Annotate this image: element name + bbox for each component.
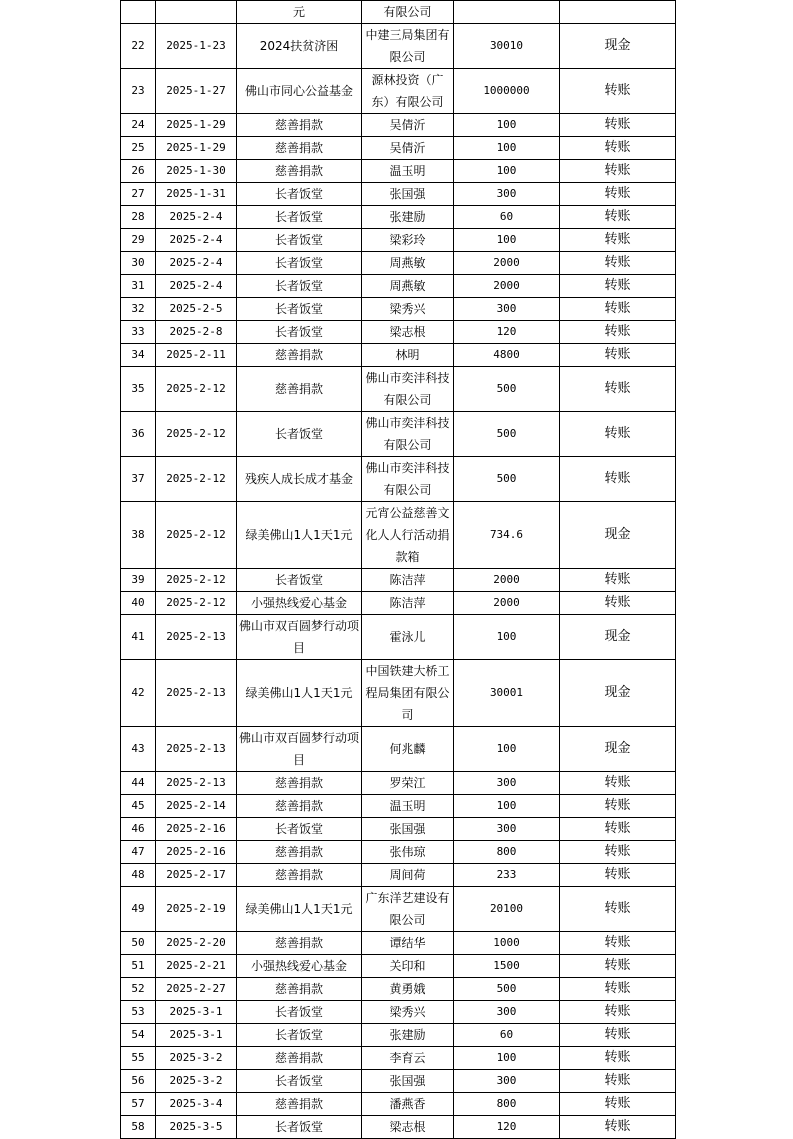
cell-method: 转账 — [560, 569, 676, 592]
cell-no: 28 — [121, 206, 156, 229]
cell-project: 长者饭堂 — [237, 412, 362, 457]
cell-method: 转账 — [560, 137, 676, 160]
cell-no: 30 — [121, 252, 156, 275]
table-row — [121, 183, 676, 206]
cell-donor: 张国强 — [362, 183, 454, 206]
table-row — [121, 864, 676, 887]
cell-project: 2024扶贫济困 — [237, 24, 362, 69]
table-row — [121, 932, 676, 955]
cell-project: 绿美佛山1人1天1元 — [237, 887, 362, 932]
cell-no: 52 — [121, 978, 156, 1001]
cell-project: 元 — [237, 1, 362, 24]
table-row — [121, 1093, 676, 1116]
cell-donor: 黄勇娥 — [362, 978, 454, 1001]
cell-project: 长者饭堂 — [237, 229, 362, 252]
cell-amount: 500 — [454, 978, 560, 1001]
cell-amount: 500 — [454, 457, 560, 502]
cell-donor: 佛山市奕沣科技有限公司 — [362, 412, 454, 457]
cell-method: 转账 — [560, 818, 676, 841]
cell-date: 2025-3-2 — [156, 1047, 237, 1070]
cell-project: 慈善捐款 — [237, 978, 362, 1001]
cell-no: 55 — [121, 1047, 156, 1070]
cell-date: 2025-1-31 — [156, 183, 237, 206]
cell-date: 2025-3-5 — [156, 1116, 237, 1139]
cell-donor: 中国铁建大桥工程局集团有限公司 — [362, 660, 454, 727]
cell-no: 44 — [121, 772, 156, 795]
table-row — [121, 592, 676, 615]
cell-amount: 300 — [454, 1070, 560, 1093]
cell-project: 长者饭堂 — [237, 818, 362, 841]
cell-date: 2025-2-27 — [156, 978, 237, 1001]
cell-donor: 陈洁萍 — [362, 592, 454, 615]
table-row — [121, 1070, 676, 1093]
cell-amount: 300 — [454, 298, 560, 321]
cell-amount: 2000 — [454, 569, 560, 592]
cell-date: 2025-2-16 — [156, 818, 237, 841]
table-row — [121, 795, 676, 818]
cell-no: 56 — [121, 1070, 156, 1093]
cell-amount: 1000 — [454, 932, 560, 955]
cell-date: 2025-1-29 — [156, 114, 237, 137]
cell-no: 36 — [121, 412, 156, 457]
table-row — [121, 229, 676, 252]
cell-project: 慈善捐款 — [237, 367, 362, 412]
table-row — [121, 252, 676, 275]
cell-date: 2025-2-12 — [156, 457, 237, 502]
cell-donor: 温玉明 — [362, 795, 454, 818]
cell-method: 转账 — [560, 1047, 676, 1070]
cell-project: 慈善捐款 — [237, 137, 362, 160]
table-row — [121, 275, 676, 298]
cell-no: 34 — [121, 344, 156, 367]
donation-table — [120, 0, 676, 1139]
cell-no: 33 — [121, 321, 156, 344]
cell-amount: 500 — [454, 412, 560, 457]
table-row — [121, 298, 676, 321]
table-row — [121, 457, 676, 502]
cell-project: 残疾人成长成才基金 — [237, 457, 362, 502]
cell-date: 2025-1-27 — [156, 69, 237, 114]
cell-donor: 有限公司 — [362, 1, 454, 24]
cell-amount: 120 — [454, 1116, 560, 1139]
cell-donor: 何兆麟 — [362, 727, 454, 772]
cell-no: 35 — [121, 367, 156, 412]
cell-date: 2025-2-20 — [156, 932, 237, 955]
cell-project: 长者饭堂 — [237, 298, 362, 321]
cell-project: 长者饭堂 — [237, 183, 362, 206]
cell-no: 23 — [121, 69, 156, 114]
cell-no: 51 — [121, 955, 156, 978]
cell-method: 现金 — [560, 660, 676, 727]
cell-date: 2025-3-1 — [156, 1024, 237, 1047]
donation-table-body — [121, 1, 676, 1139]
table-row — [121, 344, 676, 367]
cell-amount: 100 — [454, 229, 560, 252]
cell-date: 2025-2-13 — [156, 660, 237, 727]
cell-donor: 霍泳儿 — [362, 615, 454, 660]
cell-date: 2025-3-2 — [156, 1070, 237, 1093]
cell-donor: 源林投资（广东）有限公司 — [362, 69, 454, 114]
cell-amount: 500 — [454, 367, 560, 412]
cell-no: 22 — [121, 24, 156, 69]
cell-donor: 佛山市奕沣科技有限公司 — [362, 457, 454, 502]
cell-no: 29 — [121, 229, 156, 252]
cell-date: 2025-2-17 — [156, 864, 237, 887]
cell-no: 27 — [121, 183, 156, 206]
table-row — [121, 502, 676, 569]
table-row — [121, 1047, 676, 1070]
cell-project: 佛山市双百圆梦行动项目 — [237, 615, 362, 660]
cell-donor: 张建励 — [362, 206, 454, 229]
cell-no: 42 — [121, 660, 156, 727]
table-row — [121, 978, 676, 1001]
cell-no: 43 — [121, 727, 156, 772]
cell-donor: 李育云 — [362, 1047, 454, 1070]
cell-donor: 潘燕香 — [362, 1093, 454, 1116]
cell-method: 转账 — [560, 457, 676, 502]
cell-date: 2025-2-12 — [156, 367, 237, 412]
table-row — [121, 24, 676, 69]
cell-amount: 2000 — [454, 252, 560, 275]
cell-method: 转账 — [560, 275, 676, 298]
table-row — [121, 660, 676, 727]
cell-project: 长者饭堂 — [237, 321, 362, 344]
cell-donor: 中建三局集团有限公司 — [362, 24, 454, 69]
cell-no: 25 — [121, 137, 156, 160]
cell-date: 2025-2-12 — [156, 502, 237, 569]
cell-donor: 梁秀兴 — [362, 1001, 454, 1024]
cell-project: 长者饭堂 — [237, 569, 362, 592]
cell-donor: 张伟琼 — [362, 841, 454, 864]
cell-project: 长者饭堂 — [237, 1024, 362, 1047]
cell-donor: 罗荣江 — [362, 772, 454, 795]
cell-project: 慈善捐款 — [237, 841, 362, 864]
cell-amount: 300 — [454, 818, 560, 841]
cell-amount: 300 — [454, 183, 560, 206]
cell-no: 32 — [121, 298, 156, 321]
cell-amount: 120 — [454, 321, 560, 344]
cell-date: 2025-2-4 — [156, 275, 237, 298]
cell-donor: 温玉明 — [362, 160, 454, 183]
cell-no: 46 — [121, 818, 156, 841]
cell-method: 转账 — [560, 955, 676, 978]
cell-no: 54 — [121, 1024, 156, 1047]
cell-project: 长者饭堂 — [237, 1001, 362, 1024]
table-row — [121, 841, 676, 864]
cell-no: 41 — [121, 615, 156, 660]
cell-date — [156, 1, 237, 24]
cell-amount: 100 — [454, 114, 560, 137]
cell-project: 慈善捐款 — [237, 1093, 362, 1116]
cell-method: 转账 — [560, 1070, 676, 1093]
table-row — [121, 955, 676, 978]
cell-project: 小强热线爱心基金 — [237, 955, 362, 978]
cell-date: 2025-2-8 — [156, 321, 237, 344]
cell-no: 39 — [121, 569, 156, 592]
cell-method: 现金 — [560, 502, 676, 569]
cell-no: 53 — [121, 1001, 156, 1024]
cell-amount: 100 — [454, 1047, 560, 1070]
cell-no: 49 — [121, 887, 156, 932]
cell-amount: 100 — [454, 160, 560, 183]
table-row — [121, 160, 676, 183]
cell-amount: 300 — [454, 772, 560, 795]
cell-no: 48 — [121, 864, 156, 887]
table-row-continuation — [121, 1, 676, 24]
cell-donor: 梁秀兴 — [362, 298, 454, 321]
cell-project: 慈善捐款 — [237, 344, 362, 367]
table-row — [121, 887, 676, 932]
cell-date: 2025-1-30 — [156, 160, 237, 183]
table-row — [121, 321, 676, 344]
cell-donor: 张建励 — [362, 1024, 454, 1047]
cell-amount: 800 — [454, 1093, 560, 1116]
table-row — [121, 1116, 676, 1139]
cell-date: 2025-1-29 — [156, 137, 237, 160]
cell-method: 转账 — [560, 795, 676, 818]
cell-date: 2025-2-21 — [156, 955, 237, 978]
table-row — [121, 69, 676, 114]
cell-method: 转账 — [560, 864, 676, 887]
cell-method: 转账 — [560, 321, 676, 344]
cell-no: 24 — [121, 114, 156, 137]
cell-project: 长者饭堂 — [237, 275, 362, 298]
cell-donor: 梁志根 — [362, 1116, 454, 1139]
table-row — [121, 1024, 676, 1047]
cell-date: 2025-2-4 — [156, 252, 237, 275]
cell-project: 慈善捐款 — [237, 932, 362, 955]
cell-donor: 梁志根 — [362, 321, 454, 344]
cell-method: 转账 — [560, 1001, 676, 1024]
cell-project: 绿美佛山1人1天1元 — [237, 502, 362, 569]
cell-project: 小强热线爱心基金 — [237, 592, 362, 615]
cell-method: 转账 — [560, 412, 676, 457]
cell-donor: 元宵公益慈善文化人人行活动捐款箱 — [362, 502, 454, 569]
cell-amount: 100 — [454, 137, 560, 160]
cell-method: 转账 — [560, 978, 676, 1001]
cell-amount: 30010 — [454, 24, 560, 69]
cell-amount: 60 — [454, 1024, 560, 1047]
cell-method: 现金 — [560, 24, 676, 69]
table-row — [121, 615, 676, 660]
cell-amount: 60 — [454, 206, 560, 229]
cell-donor: 吴倩沂 — [362, 114, 454, 137]
cell-date: 2025-2-11 — [156, 344, 237, 367]
cell-amount: 1000000 — [454, 69, 560, 114]
cell-project: 长者饭堂 — [237, 1116, 362, 1139]
cell-date: 2025-2-4 — [156, 229, 237, 252]
cell-method: 转账 — [560, 69, 676, 114]
cell-amount: 2000 — [454, 275, 560, 298]
table-row — [121, 412, 676, 457]
cell-no: 58 — [121, 1116, 156, 1139]
cell-date: 2025-2-5 — [156, 298, 237, 321]
cell-date: 2025-3-4 — [156, 1093, 237, 1116]
cell-date: 2025-2-13 — [156, 727, 237, 772]
cell-project: 慈善捐款 — [237, 160, 362, 183]
cell-date: 2025-2-4 — [156, 206, 237, 229]
cell-date: 2025-2-12 — [156, 412, 237, 457]
cell-method: 转账 — [560, 841, 676, 864]
cell-project: 长者饭堂 — [237, 252, 362, 275]
cell-donor: 周燕敏 — [362, 252, 454, 275]
cell-date: 2025-2-16 — [156, 841, 237, 864]
cell-donor: 张国强 — [362, 818, 454, 841]
cell-method — [560, 1, 676, 24]
cell-donor: 吴倩沂 — [362, 137, 454, 160]
cell-amount: 100 — [454, 795, 560, 818]
cell-method: 转账 — [560, 1093, 676, 1116]
cell-method: 转账 — [560, 229, 676, 252]
cell-donor: 佛山市奕沣科技有限公司 — [362, 367, 454, 412]
table-row — [121, 727, 676, 772]
cell-amount: 734.6 — [454, 502, 560, 569]
cell-donor: 广东洋艺建设有限公司 — [362, 887, 454, 932]
cell-date: 2025-2-13 — [156, 615, 237, 660]
cell-amount: 20100 — [454, 887, 560, 932]
cell-no: 57 — [121, 1093, 156, 1116]
cell-method: 转账 — [560, 114, 676, 137]
cell-no: 38 — [121, 502, 156, 569]
table-row — [121, 137, 676, 160]
cell-project: 佛山市双百圆梦行动项目 — [237, 727, 362, 772]
cell-amount: 100 — [454, 727, 560, 772]
cell-project: 慈善捐款 — [237, 772, 362, 795]
cell-donor: 林明 — [362, 344, 454, 367]
table-row — [121, 367, 676, 412]
cell-no: 47 — [121, 841, 156, 864]
cell-project: 慈善捐款 — [237, 1047, 362, 1070]
cell-amount: 2000 — [454, 592, 560, 615]
cell-project: 长者饭堂 — [237, 1070, 362, 1093]
cell-method: 现金 — [560, 615, 676, 660]
table-row — [121, 114, 676, 137]
cell-donor: 谭结华 — [362, 932, 454, 955]
cell-method: 转账 — [560, 367, 676, 412]
cell-date: 2025-2-12 — [156, 592, 237, 615]
cell-donor: 陈洁萍 — [362, 569, 454, 592]
cell-method: 转账 — [560, 252, 676, 275]
cell-date: 2025-1-23 — [156, 24, 237, 69]
cell-method: 转账 — [560, 592, 676, 615]
cell-amount: 1500 — [454, 955, 560, 978]
cell-amount: 100 — [454, 615, 560, 660]
cell-method: 转账 — [560, 160, 676, 183]
cell-method: 转账 — [560, 887, 676, 932]
cell-amount: 4800 — [454, 344, 560, 367]
table-row — [121, 1001, 676, 1024]
table-row — [121, 206, 676, 229]
cell-project: 佛山市同心公益基金 — [237, 69, 362, 114]
cell-method: 转账 — [560, 206, 676, 229]
cell-no: 37 — [121, 457, 156, 502]
cell-method: 转账 — [560, 932, 676, 955]
cell-donor: 周间荷 — [362, 864, 454, 887]
cell-donor: 周燕敏 — [362, 275, 454, 298]
cell-no: 45 — [121, 795, 156, 818]
table-row — [121, 772, 676, 795]
cell-method: 转账 — [560, 1024, 676, 1047]
cell-date: 2025-3-1 — [156, 1001, 237, 1024]
cell-date: 2025-2-13 — [156, 772, 237, 795]
cell-date: 2025-2-19 — [156, 887, 237, 932]
cell-amount: 233 — [454, 864, 560, 887]
table-row — [121, 569, 676, 592]
cell-project: 绿美佛山1人1天1元 — [237, 660, 362, 727]
cell-donor: 关印和 — [362, 955, 454, 978]
cell-amount: 30001 — [454, 660, 560, 727]
cell-method: 现金 — [560, 727, 676, 772]
cell-no: 50 — [121, 932, 156, 955]
cell-method: 转账 — [560, 772, 676, 795]
cell-date: 2025-2-12 — [156, 569, 237, 592]
cell-date: 2025-2-14 — [156, 795, 237, 818]
cell-amount — [454, 1, 560, 24]
cell-method: 转账 — [560, 298, 676, 321]
cell-project: 慈善捐款 — [237, 864, 362, 887]
cell-no: 26 — [121, 160, 156, 183]
cell-no: 31 — [121, 275, 156, 298]
cell-amount: 800 — [454, 841, 560, 864]
cell-no: 40 — [121, 592, 156, 615]
cell-method: 转账 — [560, 1116, 676, 1139]
table-row — [121, 818, 676, 841]
cell-project: 慈善捐款 — [237, 114, 362, 137]
cell-method: 转账 — [560, 183, 676, 206]
cell-project: 长者饭堂 — [237, 206, 362, 229]
cell-donor: 张国强 — [362, 1070, 454, 1093]
cell-donor: 梁彩玲 — [362, 229, 454, 252]
cell-method: 转账 — [560, 344, 676, 367]
cell-no — [121, 1, 156, 24]
cell-amount: 300 — [454, 1001, 560, 1024]
cell-project: 慈善捐款 — [237, 795, 362, 818]
